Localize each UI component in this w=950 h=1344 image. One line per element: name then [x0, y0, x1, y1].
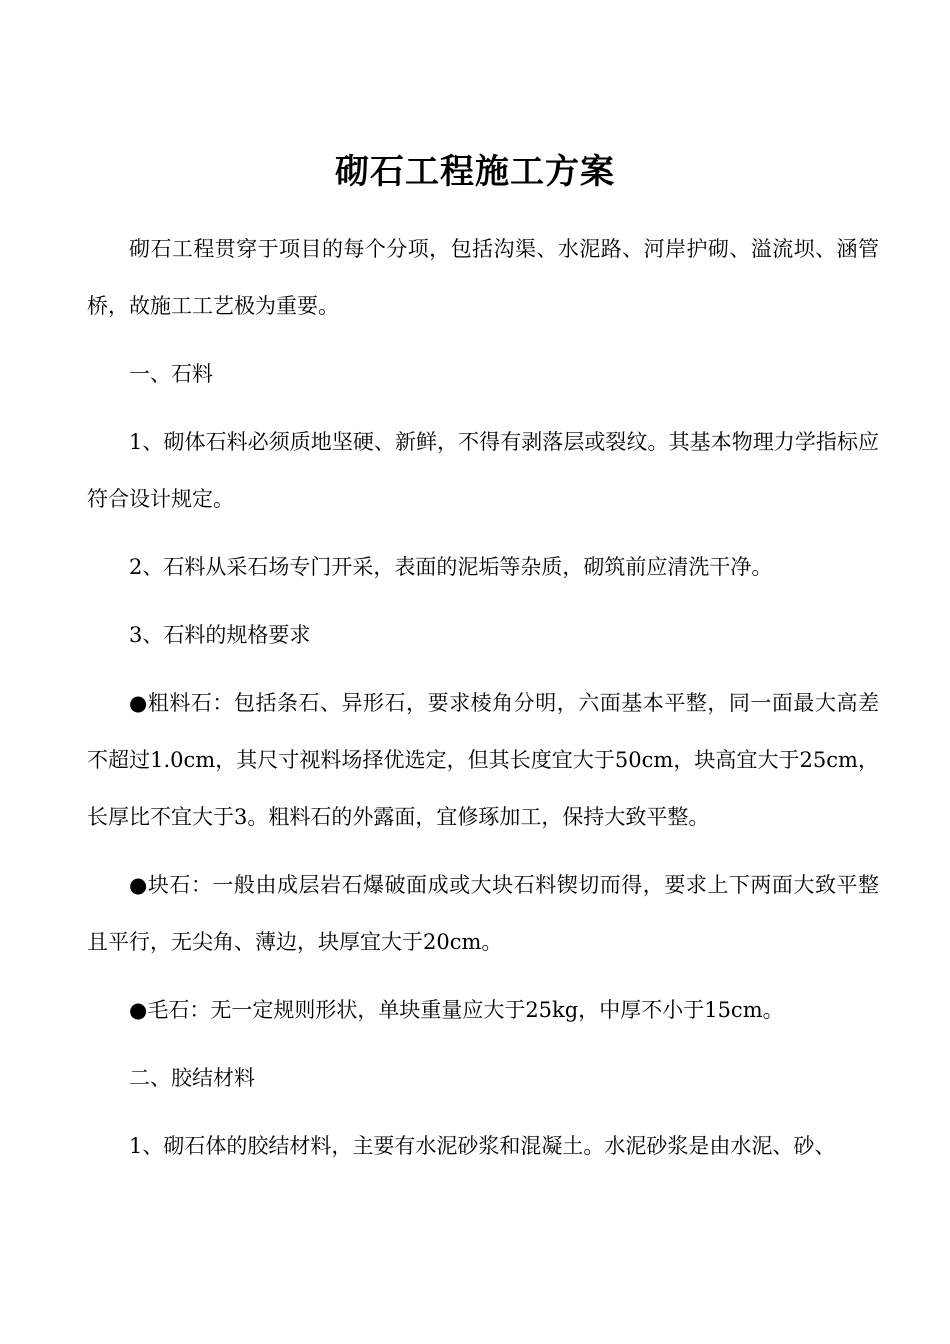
binder-item-1: 1、砌石体的胶结材料，主要有水泥砂浆和混凝土。水泥砂浆是由水泥、砂、 [129, 1134, 836, 1158]
bullet-block-stone: ●块石：一般由成层岩石爆破面成或大块石料锲切而得，要求上下两面大致平整且平行，无尖角、薄边，块厚宜大于20cm。 [87, 873, 879, 954]
bullet-rough-stone: ●粗料石：包括条石、异形石，要求棱角分明，六面基本平整，同一面最大高差不超过1.0cm，其尺寸视料场择优选定，但其长度宜大于50cm，块高宜大于25cm，长厚比不宜大于3。粗料石的外露面，宜修琢加工，保持大致平整。 [87, 691, 879, 829]
document-body [87, 221, 879, 1186]
document-title: 砌石工程施工方案 [335, 152, 615, 192]
section-heading-binder: 二、胶结材料 [129, 1066, 255, 1090]
stone-item-1: 1、砌体石料必须质地坚硬、新鲜，不得有剥落层或裂纹。其基本物理力学指标应符合设计规定。 [87, 430, 879, 511]
section-heading-stone: 一、石料 [129, 362, 213, 386]
stone-item-2: 2、石料从采石场专门开采，表面的泥垢等杂质，砌筑前应清洗干净。 [129, 555, 773, 579]
intro-paragraph: 砌石工程贯穿于项目的每个分项，包括沟渠、水泥路、河岸护砌、溢流坝、涵管桥，故施工工艺极为重要。 [87, 237, 879, 318]
bullet-rubble-stone: ●毛石：无一定规则形状，单块重量应大于25kg，中厚不小于15cm。 [129, 998, 784, 1022]
stone-item-3: 3、石料的规格要求 [129, 623, 311, 647]
